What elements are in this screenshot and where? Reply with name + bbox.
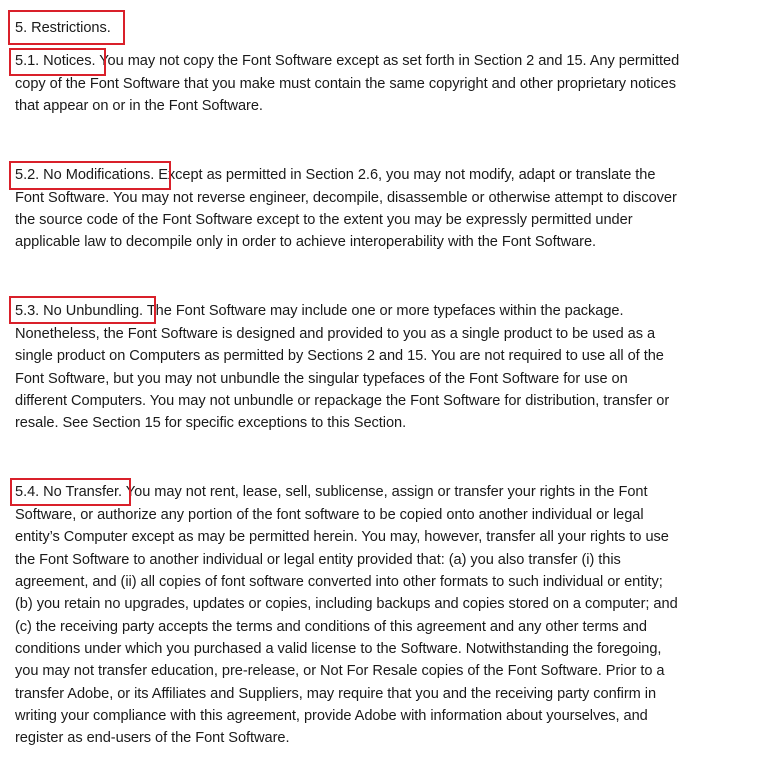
section-text-line: Nonetheless, the Font Software is designed and provided to you as a single product to be used as a bbox=[15, 326, 656, 342]
section-5-1-first-line bbox=[15, 50, 679, 72]
section-text-line: Font Software. You may not reverse engineer, decompile, disassemble or otherwise attempt to discover bbox=[15, 190, 677, 206]
section-text-line: the source code of the Font Software except to the extent you may be expressly permitted under bbox=[15, 212, 633, 228]
section-title-no-transfer: 5.4. No Transfer. bbox=[15, 484, 123, 500]
section-text-line: resale. See Section 15 for specific exceptions to this Section. bbox=[15, 415, 407, 431]
section-text: The Font Software may include one or more typefaces within the package. bbox=[146, 303, 624, 319]
section-text-line: Font Software, but you may not unbundle the singular typefaces of the Font Software for use on bbox=[15, 371, 628, 387]
section-5-2-first-line bbox=[15, 164, 655, 186]
section-text-line: transfer Adobe, or its Affiliates and Suppliers, may require that you and the receiving party confirm in bbox=[15, 686, 657, 702]
section-text-line: Software, or authorize any portion of the font software to be copied onto another individual or legal bbox=[15, 507, 644, 523]
section-5-4-first-line bbox=[15, 481, 647, 503]
section-text-line: register as end-users of the Font Software. bbox=[15, 730, 290, 746]
section-text-line: writing your compliance with this agreement, provide Adobe with information about yourselves, and bbox=[15, 708, 648, 724]
section-text-line: that appear on or in the Font Software. bbox=[15, 98, 263, 114]
section-title-no-modifications: 5.2. No Modifications. bbox=[15, 167, 155, 183]
section-text: You may not rent, lease, sell, sublicense, assign or transfer your rights in the Font bbox=[125, 484, 648, 500]
section-5-3-first-line bbox=[15, 300, 624, 322]
section-text: Except as permitted in Section 2.6, you may not modify, adapt or translate the bbox=[158, 167, 656, 183]
section-text-line: entity’s Computer except as may be permitted herein. You may, however, transfer all your rights to use bbox=[15, 529, 669, 545]
section-text-line: applicable law to decompile only in order to achieve interoperability with the Font Software. bbox=[15, 234, 597, 250]
section-text: You may not copy the Font Software except as set forth in Section 2 and 15. Any permitted bbox=[99, 53, 680, 69]
section-heading-restrictions: 5. Restrictions. bbox=[15, 20, 111, 36]
section-text-line: you may not transfer education, pre-release, or Not For Resale copies of the Font Software. Prior to a bbox=[15, 663, 665, 679]
section-text-line: (b) you retain no upgrades, updates or copies, including backups and copies stored on a computer; and bbox=[15, 596, 678, 612]
section-title-no-unbundling: 5.3. No Unbundling. bbox=[15, 303, 144, 319]
section-text-line: (c) the receiving party accepts the terms and conditions of this agreement and any other terms and bbox=[15, 619, 647, 635]
section-text-line: different Computers. You may not unbundle or repackage the Font Software for distribution, transfer or bbox=[15, 393, 670, 409]
section-text-line: copy of the Font Software that you make must contain the same copyright and other proprietary notices bbox=[15, 76, 676, 92]
section-text-line: single product on Computers as permitted by Sections 2 and 15. You are not required to use all of the bbox=[15, 348, 664, 364]
section-text-line: agreement, and (ii) all copies of font software converted into other formats to such individual or entity; bbox=[15, 574, 663, 590]
section-title-notices: 5.1. Notices. bbox=[15, 53, 96, 69]
section-text-line: the Font Software to another individual or legal entity provided that: (a) you also transfer (i) this bbox=[15, 552, 621, 568]
section-text-line: conditions under which you purchased a valid license to the Software. Notwithstanding the foregoing, bbox=[15, 641, 662, 657]
